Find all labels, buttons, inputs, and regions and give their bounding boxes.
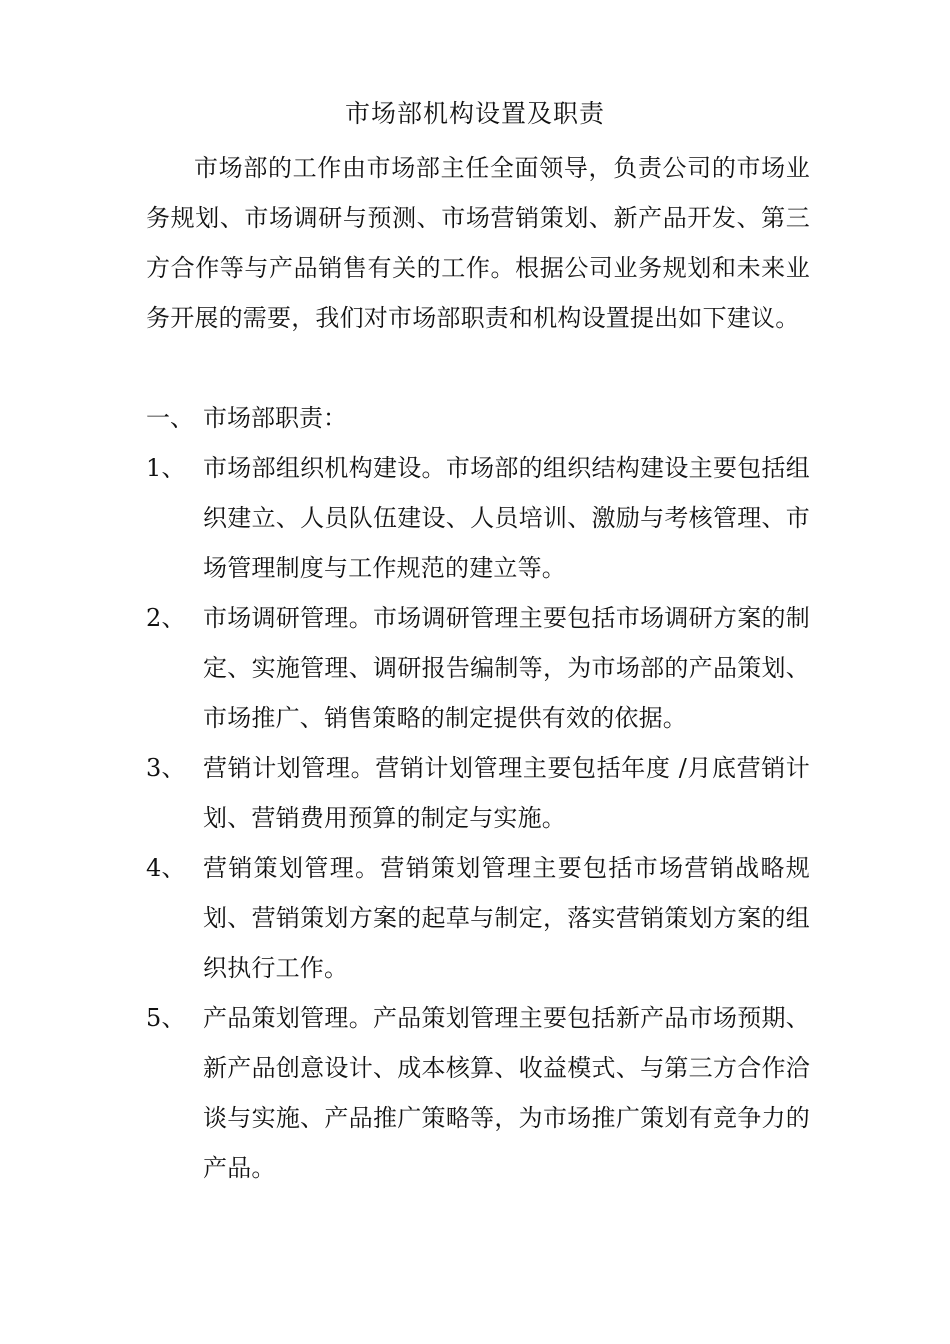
intro-paragraph: 市场部的工作由市场部主任全面领导，负责公司的市场业务规划、市场调研与预测、市场营销策划、新产品开发、第三方合作等与产品销售有关的工作。根据公司业务规划和未来业务开展的需要，我们对市场部职责和机构设置提出如下建议。 (146, 154, 810, 332)
list-item (146, 743, 810, 843)
duty-list (146, 443, 810, 1193)
list-item-number: 4、 (146, 854, 186, 882)
section-heading (146, 393, 810, 443)
section-number: 一、 (146, 404, 194, 432)
list-item-number: 2、 (146, 604, 186, 632)
list-item-number: 3、 (146, 754, 186, 782)
list-item (146, 593, 810, 743)
list-item-text: 市场调研管理。市场调研管理主要包括市场调研方案的制定、实施管理、调研报告编制等，为市场部的产品策划、市场推广、销售策略的制定提供有效的依据。 (203, 604, 810, 732)
section-heading-text: 市场部职责： (203, 404, 347, 432)
list-item (146, 843, 810, 993)
list-item (146, 993, 810, 1193)
list-item-number: 5、 (146, 1004, 186, 1032)
list-item-text: 营销策划管理。营销策划管理主要包括市场营销战略规划、营销策划方案的起草与制定，落实营销策划方案的组织执行工作。 (203, 854, 810, 982)
list-item-number: 1、 (146, 454, 186, 482)
list-item-text: 市场部组织机构建设。市场部的组织结构建设主要包括组织建立、人员队伍建设、人员培训、激励与考核管理、市场管理制度与工作规范的建立等。 (203, 454, 810, 582)
list-item-text: 产品策划管理。产品策划管理主要包括新产品市场预期、新产品创意设计、成本核算、收益模式、与第三方合作洽谈与实施、产品推广策略等，为市场推广策划有竞争力的产品。 (203, 1004, 810, 1182)
document-title: 市场部机构设置及职责 (344, 99, 605, 128)
list-item-text: 营销计划管理。营销计划管理主要包括年度 /月底营销计划、营销费用预算的制定与实施。 (203, 754, 810, 832)
list-item (146, 443, 810, 593)
